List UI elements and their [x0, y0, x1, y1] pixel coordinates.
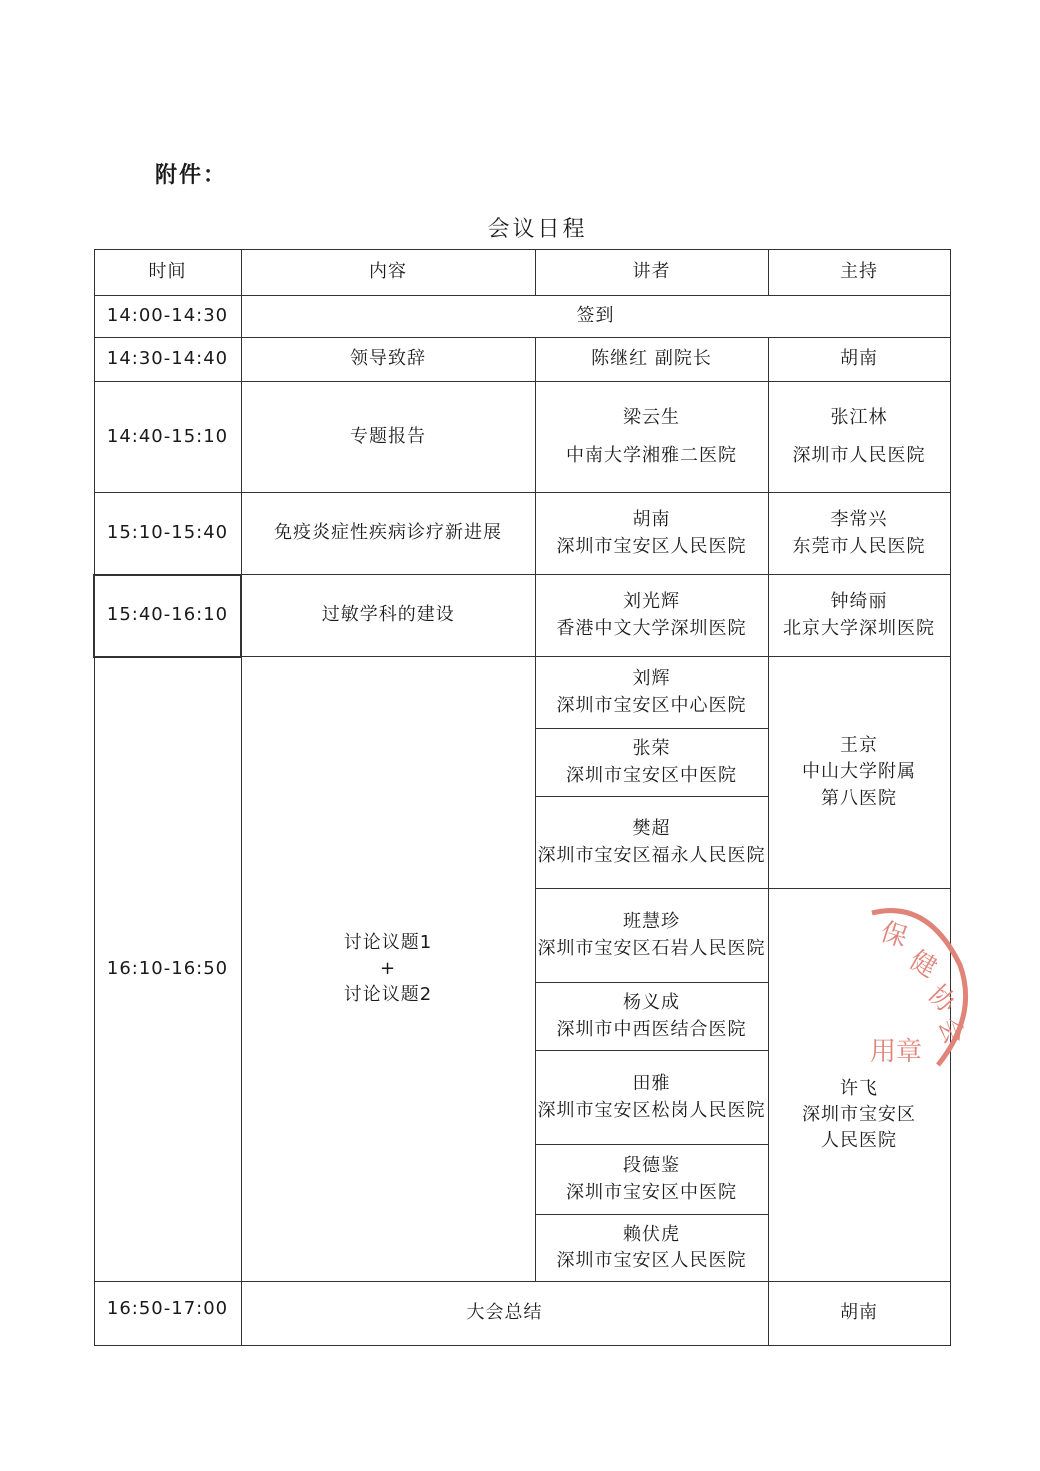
host-org-line1: 深圳市宝安区	[802, 1103, 916, 1125]
host-org-line1: 中山大学附属	[802, 761, 916, 783]
speaker-org: 中南大学湘雅二医院	[566, 445, 737, 466]
row-speaker: 陈继红 副院长	[535, 338, 768, 382]
row-host	[768, 575, 950, 657]
discussion-speaker	[535, 797, 768, 889]
speaker-org: 深圳市宝安区福永人民医院	[537, 844, 766, 866]
speaker-name: 刘光辉	[623, 591, 680, 613]
discussion-speaker	[535, 1145, 768, 1215]
host-org: 东莞市人民医院	[792, 535, 926, 557]
discussion-speaker	[535, 729, 768, 797]
table-row	[94, 382, 950, 493]
row-host	[768, 382, 950, 493]
table-row	[94, 657, 950, 729]
summary-content: 大会总结	[241, 1282, 768, 1346]
speaker-name: 赖伏虎	[623, 1223, 680, 1245]
seal-text-5: 用章	[870, 1037, 923, 1067]
attachment-label: 附件：	[155, 163, 228, 188]
table-row	[94, 296, 950, 338]
discussion-speaker	[535, 657, 768, 729]
discussion-host-2	[768, 889, 950, 1282]
document-title: 会议日程	[487, 217, 588, 242]
header-host: 主持	[768, 250, 950, 296]
speaker-name: 张荣	[632, 738, 671, 760]
row-time: 15:40-16:10	[94, 575, 241, 657]
discussion-speaker	[535, 1215, 768, 1282]
host-name: 王京	[840, 735, 878, 757]
speaker-org: 深圳市宝安区中医院	[566, 764, 737, 786]
seal-text-4: 会	[932, 1013, 970, 1049]
speaker-org: 深圳市宝安区人民医院	[556, 535, 747, 557]
topic-1: 讨论议题1	[343, 931, 433, 953]
row-content: 领导致辞	[241, 338, 535, 382]
speaker-org: 香港中文大学深圳医院	[556, 617, 747, 639]
speaker-org: 深圳市中西医结合医院	[556, 1018, 747, 1040]
discussion-speaker	[535, 983, 768, 1051]
discussion-speaker	[535, 889, 768, 983]
row-speaker	[535, 575, 768, 657]
row-content: 专题报告	[241, 382, 535, 493]
topic-plus: +	[379, 957, 397, 979]
discussion-speaker	[535, 1051, 768, 1145]
table-row	[94, 575, 950, 657]
speaker-org: 深圳市宝安区松岗人民医院	[537, 1099, 766, 1121]
speaker-name: 胡南	[632, 509, 671, 531]
discussion-time: 16:10-16:50	[94, 657, 241, 1282]
speaker-name: 杨义成	[623, 992, 680, 1014]
host-org-line2: 人民医院	[821, 1130, 897, 1152]
seal-text-1: 保	[876, 916, 911, 954]
host-name: 钟绮丽	[830, 591, 888, 613]
host-name: 李常兴	[830, 509, 888, 531]
discussion-topics	[241, 657, 535, 1282]
summary-host: 胡南	[768, 1282, 950, 1346]
table-row	[94, 338, 950, 382]
seal-text-3: 协	[921, 979, 962, 1020]
row-time: 14:30-14:40	[94, 338, 241, 382]
summary-time: 16:50-17:00	[94, 1282, 241, 1346]
host-name: 许飞	[840, 1077, 878, 1099]
speaker-name: 梁云生	[623, 406, 680, 428]
speaker-org: 深圳市宝安区中医院	[566, 1181, 737, 1203]
row-content: 过敏学科的建设	[241, 575, 535, 657]
header-speaker: 讲者	[535, 250, 768, 296]
agenda-table	[93, 249, 951, 1346]
table-row	[94, 493, 950, 575]
discussion-host-1	[768, 657, 950, 889]
speaker-name: 樊超	[632, 818, 671, 840]
speaker-name: 刘辉	[632, 668, 671, 690]
header-content: 内容	[241, 250, 535, 296]
row-speaker	[535, 382, 768, 493]
row-host: 胡南	[768, 338, 950, 382]
row-host	[768, 493, 950, 575]
speaker-org: 深圳市宝安区中心医院	[556, 694, 747, 716]
seal-text-2: 健	[904, 945, 942, 985]
host-org-line2: 第八医院	[821, 787, 897, 809]
row-time: 15:10-15:40	[94, 493, 241, 575]
speaker-name: 班慧珍	[623, 911, 680, 933]
row-time: 14:00-14:30	[94, 296, 241, 338]
speaker-name: 段德鉴	[623, 1155, 680, 1177]
row-time: 14:40-15:10	[94, 382, 241, 493]
row-speaker	[535, 493, 768, 575]
row-content: 免疫炎症性疾病诊疗新进展	[241, 493, 535, 575]
table-row	[94, 1282, 950, 1346]
host-org: 深圳市人民医院	[792, 445, 926, 466]
header-time: 时间	[94, 250, 241, 296]
speaker-org: 深圳市宝安区石岩人民医院	[537, 937, 766, 959]
host-org: 北京大学深圳医院	[783, 617, 935, 639]
row-content: 签到	[241, 296, 950, 338]
speaker-org: 深圳市宝安区人民医院	[556, 1250, 747, 1271]
header-row	[94, 250, 950, 296]
host-name: 张江林	[830, 406, 888, 428]
speaker-name: 田雅	[632, 1073, 671, 1095]
topic-2: 讨论议题2	[343, 984, 433, 1006]
